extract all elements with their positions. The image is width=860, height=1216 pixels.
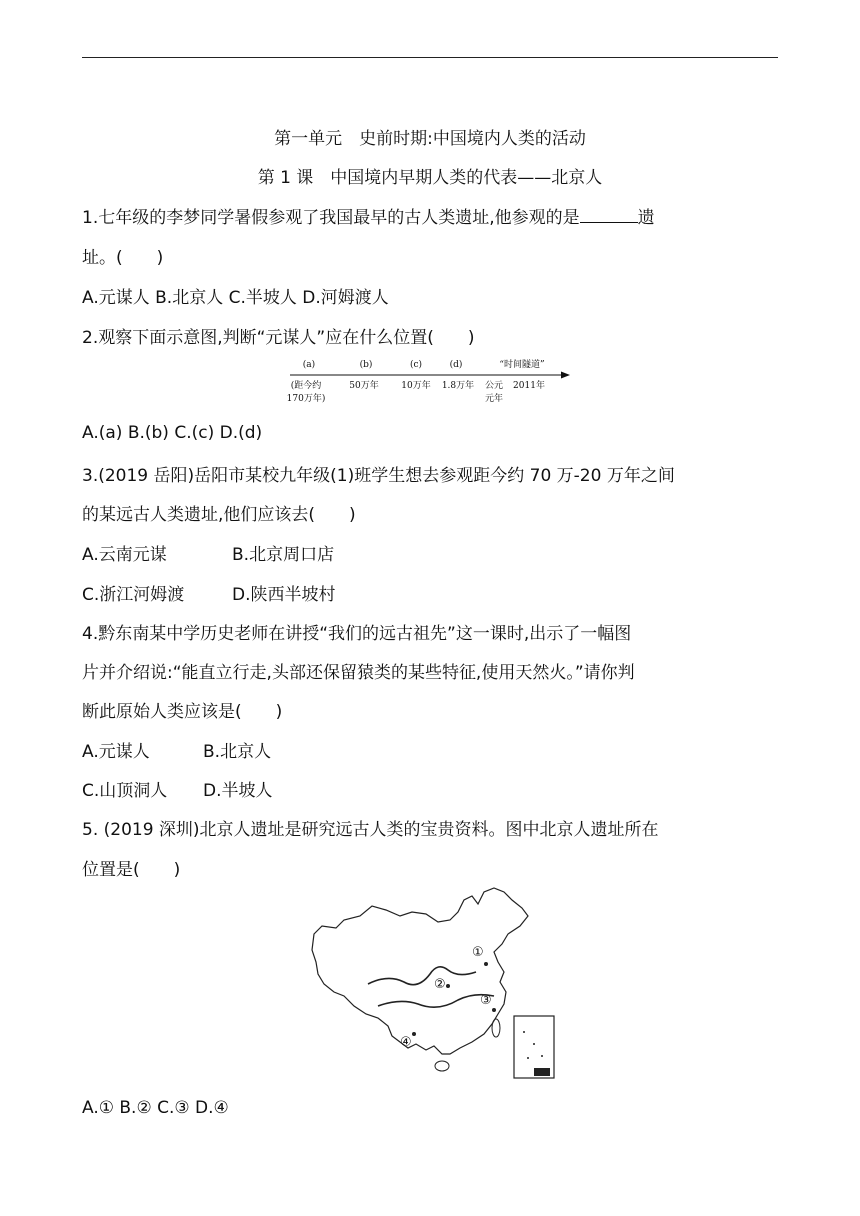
hainan-island bbox=[435, 1061, 449, 1071]
map-label-3: ③ bbox=[480, 993, 492, 1008]
map-label-1: ① bbox=[472, 945, 484, 960]
q3-stem-line2: 的某远古人类遗址,他们应该去( ) bbox=[82, 505, 356, 525]
q2-stem: 2.观察下面示意图,判断“元谋人”应在什么位置( ) bbox=[82, 328, 475, 348]
timeline-label-c: 10万年 bbox=[401, 381, 431, 391]
timeline-diagram bbox=[286, 356, 576, 406]
q4-stem-line1: 4.黔东南某中学历史老师在讲授“我们的远古祖先”这一课时,出示了一幅图 bbox=[82, 624, 632, 644]
q2-options: A.(a) B.(b) C.(c) D.(d) bbox=[82, 423, 263, 443]
china-map bbox=[308, 886, 564, 1086]
yangtze-river bbox=[378, 995, 494, 1008]
timeline-marker-a: (a) bbox=[302, 360, 316, 370]
china-outline bbox=[312, 888, 528, 1054]
map-label-4: ④ bbox=[400, 1035, 412, 1050]
q1-stem-line2: 址。( ) bbox=[82, 248, 164, 268]
timeline-label-f: 2011年 bbox=[513, 381, 545, 391]
site-dot-1 bbox=[484, 962, 488, 966]
q1-blank bbox=[580, 208, 638, 223]
map-label-2: ② bbox=[434, 977, 446, 992]
q5-stem-line1: 5. (2019 深圳)北京人遗址是研究远古人类的宝贵资料。图中北京人遗址所在 bbox=[82, 820, 659, 840]
timeline-marker-tunnel: “时间隧道” bbox=[499, 360, 545, 370]
q1-stem-text: 1.七年级的李梦同学暑假参观了我国最早的古人类遗址,他参观的是 bbox=[82, 208, 580, 228]
q5-stem-line2: 位置是( ) bbox=[82, 860, 181, 880]
q3-option-a: A.云南元谋 bbox=[82, 545, 167, 565]
q3-stem-line1: 3.(2019 岳阳)岳阳市某校九年级(1)班学生想去参观距今约 70 万-20 万年之间 bbox=[82, 466, 675, 486]
q4-option-c: C.山顶洞人 bbox=[82, 781, 168, 801]
timeline-label-a-line2: 170万年) bbox=[286, 394, 326, 404]
inset-island bbox=[527, 1057, 529, 1059]
q1-stem-line1 bbox=[82, 203, 655, 228]
q4-option-d: D.半坡人 bbox=[203, 781, 273, 801]
timeline-label-a-line1: (距今约 bbox=[290, 381, 322, 391]
q4-option-a: A.元谋人 bbox=[82, 742, 150, 762]
lesson-title: 第 1 课 中国境内早期人类的代表——北京人 bbox=[257, 168, 603, 188]
timeline-label-d: 1.8万年 bbox=[441, 381, 475, 391]
q3-option-b: B.北京周口店 bbox=[232, 545, 335, 565]
timeline-arrow bbox=[561, 372, 570, 379]
timeline-marker-c: (c) bbox=[409, 360, 423, 370]
q4-stem-line3: 断此原始人类应该是( ) bbox=[82, 702, 283, 722]
unit-title: 第一单元 史前时期:中国境内人类的活动 bbox=[274, 129, 586, 149]
q1-stem-tail: 遗 bbox=[637, 208, 655, 228]
inset-island bbox=[523, 1031, 525, 1033]
timeline-marker-b: (b) bbox=[359, 360, 373, 370]
timeline-label-b: 50万年 bbox=[349, 381, 379, 391]
q4-stem-line2: 片并介绍说:“能直立行走,头部还保留猿类的某些特征,使用天然火。”请你判 bbox=[82, 663, 635, 683]
inset-scale-box bbox=[534, 1068, 550, 1076]
taiwan-island bbox=[492, 1019, 500, 1037]
q3-option-c: C.浙江河姆渡 bbox=[82, 585, 185, 605]
inset-island bbox=[533, 1043, 535, 1045]
timeline-marker-d: (d) bbox=[449, 360, 463, 370]
q1-options: A.元谋人 B.北京人 C.半坡人 D.河姆渡人 bbox=[82, 288, 389, 308]
site-dot-3 bbox=[492, 1008, 496, 1012]
site-dot-2 bbox=[446, 984, 450, 988]
q4-option-b: B.北京人 bbox=[203, 742, 272, 762]
q5-options: A.① B.② C.③ D.④ bbox=[82, 1098, 229, 1118]
inset-island bbox=[541, 1055, 543, 1057]
header-rule bbox=[82, 57, 778, 58]
yellow-river bbox=[368, 967, 476, 985]
timeline-label-e-line2: 元年 bbox=[484, 394, 504, 404]
q3-option-d: D.陕西半坡村 bbox=[232, 585, 336, 605]
site-dot-4 bbox=[412, 1032, 416, 1036]
timeline-label-e-line1: 公元 bbox=[484, 381, 504, 391]
